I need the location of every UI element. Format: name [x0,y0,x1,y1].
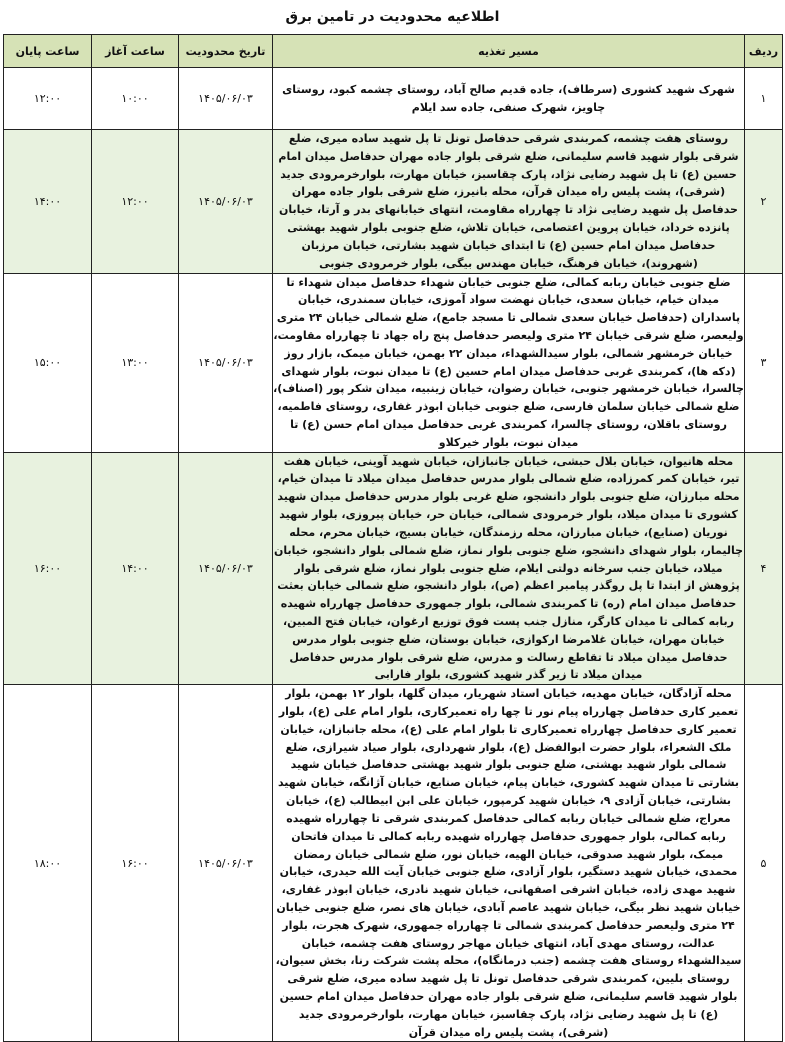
row-number: ۱ [745,68,783,130]
table-row [4,130,783,274]
route-cell: محله آزادگان، خیابان مهدیه، خیابان استاد شهریار، میدان گلها، بلوار ۱۲ بهمن، بلوار تعمیر کاری حدفاصل چهارراه پیام نور تا چها راه تعمیرکاری، بلوار امام علی (ع)، بلوار تعمیر کاری حدفاصل چهارراه تعمیرکاری تا بلوار امام علی (ع)، محله جانبازان، خیابان ملک الشعراء، بلوار حضرت ابوالفضل (ع)، بلوار شهرداری، بلوار صیاد شیرازی، ضلع شمالی بلوار شهید بهشتی، ضلع جنوبی بلوار شهید بهشتی حدفاصل خیابان شهید بشارتی تا میدان شهید کشوری، خیابان پیام، خیابان صنایع، خیابان آژانگه، خیابان شهید بشارتی، خیابان آزادی ۹، خیابان شهید کرمپور، خیابان علی ابن ابیطالب (ع)، خیابان معراج، ضلع شمالی خیابان ربابه کمالی حدفاصل کمربندی شرقی تا چهارراه شهیده ربابه کمالی، بلوار جمهوری حدفاصل چهارراه شهیده ربابه کمالی تا میدان فاتحان میمک، بلوار شهید صدوقی، خیابان الهیه، خیابان نور، ضلع شمالی خیابان رمضان محمدی، خیابان شهید دستگیر، بلوار آزادی، ضلع جنوبی خیابان آیت الله حیدری، خیابان شهید مهدی زاده، خیابان اشرفی اصفهانی، خیابان شهید نادری، خیابان ابوذر غفاری، خیابان شهید نظر بیگی، خیابان شهید عاصم آبادی، خیابان های نصر، ضلع جنوبی خیابان ۲۴ متری ولیعصر حدفاصل کمربندی شمالی تا چهارراه جمهوری، شهرک هجرت، بلوار عدالت، روستای مهدی آباد، انتهای خیابان مهاجر روستای هفت چشمه، خیابان سیدالشهداء روستای هفت چشمه (جنب درمانگاه)، محله پشت شرکت رنا، بخش سیوان، روستای بلیین، کمربندی شرقی حدفاصل تونل تا پل شهید ساده میری، ضلع شرقی بلوار شهید قاسم سلیمانی، ضلع شرقی بلوار جاده مهران حدفاصل میدان امام حسین (ع) تا پل شهید رضایی نژاد، پارک چقاسبز، خیابان مهارت، بلوارخرمرودی جدید (شرقی)، پشت پلیس راه میدان قرآن [273,685,745,1042]
end-time-cell: ۱۴:۰۰ [4,130,92,274]
route-cell: محله هانیوان، خیابان بلال حبشی، خیابان جانبازان، خیابان شهید آوینی، خیابان هفت تیر، خیابان کمر کمرزاده، ضلع شمالی بلوار مدرس حدفاصل میدان میلاد تا میدان خیام، محله مبارزان، ضلع جنوبی بلوار دانشجو، ضلع غربی بلوار مدرس حدفاصل میدان شهید کشوری تا میدان میلاد، بلوار خرمرودی شمالی، خیابان حر، خیابان پیروزی، بلوار شهید نوریان (صنایع)، خیابان مبارزان، محله رزمندگان، خیابان بسیج، خیابان محرم، محله چالیمار، بلوار شهدای دانشجو، ضلع جنوبی بلوار نماز، ضلع شمالی بلوار دانشجو، خیابان میلاد، خیابان جنب سرخانه دولتی ایلام، ضلع جنوبی بلوار نماز، ضلع شرقی بلوار پژوهش از ابتدا تا پل روگذر پیامبر اعظم (ص)، بلوار دانشجو، ضلع شمالی خیابان بعثت حدفاصل میدان امام (ره) تا کمربندی شمالی، بلوار جمهوری حدفاصل چهارراه شهیده ربابه کمالی تا میدان کارگر، منازل جنب پست فوق توزیع ارغوان، خیابان فتح المبین، خیابان مهران، خیابان غلامرضا ارکوازی، خیابان بوستان، ضلع جنوبی بلوار مدرس حدفاصل میدان میلاد تا تقاطع رسالت و مدرس، ضلع شرقی بلوار مدرس حدفاصل میدان میلاد تا زیر گذر شهید کشوری، بلوار فارابی [273,452,745,685]
start-time-cell: ۱۰:۰۰ [92,68,179,130]
header-date: تاریخ محدودیت [179,35,273,68]
start-time-cell: ۱۴:۰۰ [92,452,179,685]
table-row [4,273,783,452]
date-cell: ۱۴۰۵/۰۶/۰۳ [179,273,273,452]
header-row [4,35,783,68]
route-cell: ضلع جنوبی خیابان ربابه کمالی، ضلع جنوبی خیابان شهداء حدفاصل میدان شهداء تا میدان خیام، خیابان سعدی، خیابان نهضت سواد آموزی، خیابان سمندری، خیابان پاسداران (حدفاصل خیابان سعدی شمالی تا مسجد جامع)، ضلع شمالی خیابان ۲۴ متری ولیعصر، ضلع شرقی خیابان ۲۴ متری ولیعصر حدفاصل پنج راه جهاد تا چهارراه مقاومت، خیابان خرمشهر شمالی، بلوار سیدالشهداء، میدان ۲۲ بهمن، خیابان میمک، بازار روز (دکه ها)، کمربندی غربی حدفاصل میدان امام حسین (ع) تا میدان نبوت، بلوار شهدای چالسرا، خیابان خرمشهر جنوبی، خیابان رضوان، خیابان زینبیه، میدان شکر پور (اصناف)، ضلع شمالی خیابان سلمان فارسی، ضلع جنوبی خیابان ابوذر غفاری، روستای فاطمیه، روستای باقلان، روستای چالسرا، کمربندی غربی حدفاصل میدان امام حسن (ع) تا میدان نبوت، بلوار خیرکلاو [273,273,745,452]
start-time-cell: ۱۶:۰۰ [92,685,179,1042]
route-cell: شهرک شهید کشوری (سرطاف)، جاده قدیم صالح آباد، روستای چشمه کبود، روستای چاویز، شهرک صنفی، جاده سد ایلام [273,68,745,130]
end-time-cell: ۱۵:۰۰ [4,273,92,452]
notice-title: اطلاعیه محدودیت در تامین برق [285,9,500,25]
start-time-cell: ۱۲:۰۰ [92,130,179,274]
row-number: ۵ [745,685,783,1042]
start-time-cell: ۱۳:۰۰ [92,273,179,452]
outage-table [3,34,783,1042]
table-row [4,452,783,685]
end-time-cell: ۱۸:۰۰ [4,685,92,1042]
row-number: ۳ [745,273,783,452]
end-time-cell: ۱۲:۰۰ [4,68,92,130]
row-number: ۴ [745,452,783,685]
date-cell: ۱۴۰۵/۰۶/۰۳ [179,452,273,685]
row-number: ۲ [745,130,783,274]
header-route: مسیر تغذیه [273,35,745,68]
header-start-time: ساعت آغاز [92,35,179,68]
route-cell: روستای هفت چشمه، کمربندی شرقی حدفاصل تونل تا پل شهید ساده میری، ضلع شرقی بلوار شهید قاسم سلیمانی، ضلع شرقی بلوار جاده مهران حدفاصل میدان امام حسین (ع) تا پل شهید رضایی نژاد، پارک چقاسبز، خیابان مهارت، بلوارخرمرودی جدید (شرقی)، پشت پلیس راه میدان قرآن، محله بانیرز، ضلع شرقی بلوار جاده مهران حدفاصل پل شهید رضایی نژاد تا چهارراه مقاومت، انتهای خیابانهای بدر و آرتا، خیابان پانزده خرداد، خیابان پروین اعتصامی، خیابان تلاش، ضلع جنوبی بلوار شهید بهشتی حدفاصل میدان امام حسین (ع) تا ابتدای خیابان شهید بشارتی، خیابان مرزبان (شهروند)، خیابان فرهنگ، خیابان مهندس بیگی، بلوار خرمرودی جنوبی [273,130,745,274]
end-time-cell: ۱۶:۰۰ [4,452,92,685]
header-end-time: ساعت پایان [4,35,92,68]
date-cell: ۱۴۰۵/۰۶/۰۳ [179,68,273,130]
date-cell: ۱۴۰۵/۰۶/۰۳ [179,685,273,1042]
date-cell: ۱۴۰۵/۰۶/۰۳ [179,130,273,274]
header-row-number: ردیف [745,35,783,68]
table-row [4,68,783,130]
table-row [4,685,783,1042]
